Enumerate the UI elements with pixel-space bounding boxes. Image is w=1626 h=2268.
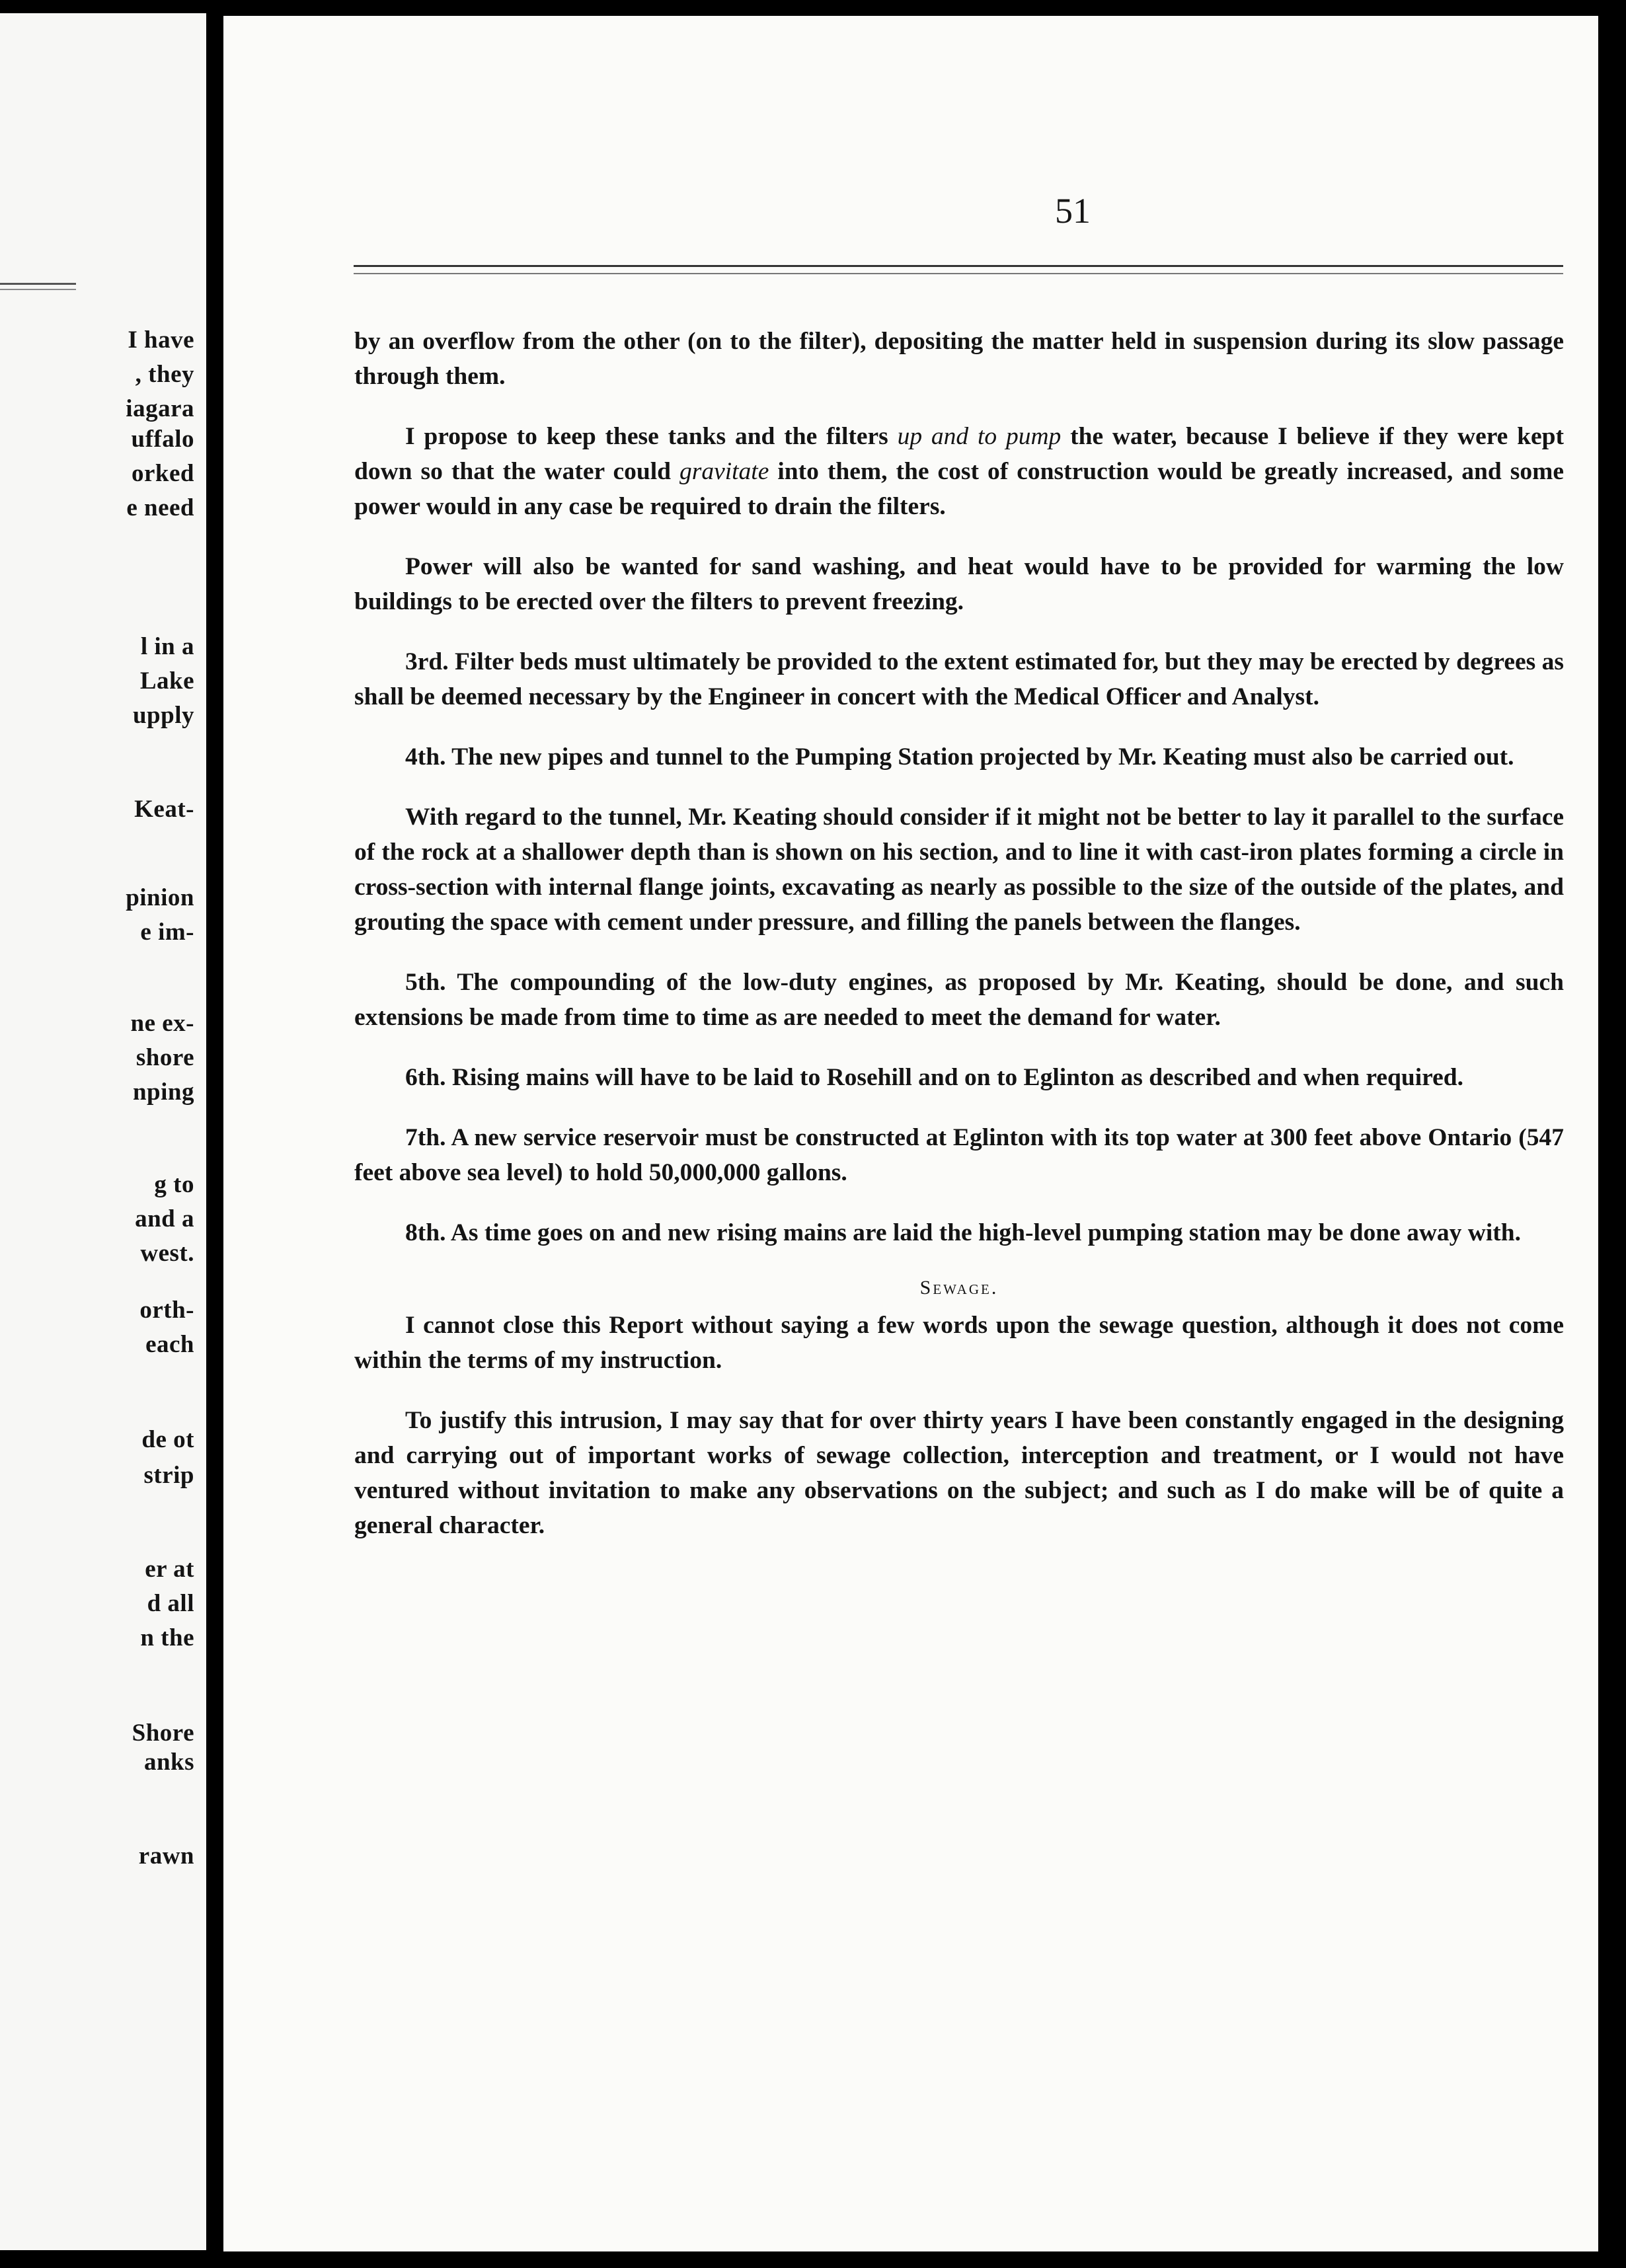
- paragraph: 4th. The new pipes and tunnel to the Pumping Station projected by Mr. Keating must also be carried out.: [405, 743, 1514, 771]
- facing-page-line: er at: [145, 1556, 194, 1583]
- section-heading: Sewage.: [919, 1277, 999, 1299]
- facing-page-line: west.: [140, 1240, 194, 1267]
- paragraph: 6th. Rising mains will have to be laid to Rosehill and on to Eglinton as described and when required.: [405, 1064, 1463, 1091]
- paragraph: 7th. A new service reservoir must be constructed at Eglinton with its top water at 300 feet above Ontario (547 feet above sea level) to hold 50,000,000 gallons.: [354, 1124, 1564, 1186]
- italic-phrase: gravitate: [679, 458, 769, 485]
- facing-page-line: orth-: [139, 1297, 194, 1324]
- facing-page-line: e need: [126, 494, 194, 521]
- facing-page-line: Keat-: [134, 796, 194, 823]
- paragraph: 8th. As time goes on and new rising mains are laid the high-level pumping station may be done away with.: [405, 1219, 1522, 1246]
- facing-page-line: d all: [147, 1590, 194, 1617]
- facing-page-line: de ot: [141, 1426, 194, 1453]
- body-text: [354, 324, 1564, 1568]
- italic-phrase: up and to pump: [897, 423, 1062, 450]
- paragraph: To justify this intrusion, I may say that for over thirty years I have been constantly engaged in the designing and carrying out of important works of sewage collection, interception and treatment, or I would not have ventured without invitation to make any observations on the subject; and such as I do make will be of quite a general character.: [354, 1407, 1564, 1539]
- paragraph-text: the water, because I believe if they were kept down so that the water could: [354, 423, 1564, 485]
- page-number: 51: [1055, 191, 1091, 231]
- paragraph: by an overflow from the other (on to the filter), depositing the matter held in suspension during its slow passage through them.: [354, 328, 1564, 390]
- facing-page-rule: [0, 283, 76, 285]
- paragraph-text: into them, the cost of construction would be greatly increased, and some power would in any case be required to drain the filters.: [354, 458, 1564, 520]
- facing-page-line: strip: [143, 1462, 194, 1489]
- facing-page-line: l in a: [140, 633, 194, 660]
- facing-page-line: I have: [128, 326, 194, 354]
- facing-page-line: iagara: [126, 395, 194, 422]
- header-rule: [354, 265, 1563, 267]
- paragraph: With regard to the tunnel, Mr. Keating should consider if it might not be better to lay it parallel to the surface of the rock at a shallower depth than is shown on his section, and to line it with cast-iron plates forming a circle in cross-section with internal flange joints, excavating as nearly as possible to the size of the outside of the plates, and grouting the space with cement under pressure, and filling the panels between the flanges.: [354, 804, 1564, 936]
- paragraph: I cannot close this Report without saying a few words upon the sewage question, although it does not come within the terms of my instruction.: [354, 1312, 1564, 1374]
- scan-border-right: [1598, 0, 1626, 2268]
- facing-page-line: each: [145, 1331, 194, 1358]
- facing-page-line: , they: [135, 361, 194, 388]
- facing-page-line: pinion: [126, 884, 194, 911]
- facing-page-line: ne ex-: [130, 1010, 194, 1037]
- facing-page-line: e im-: [140, 919, 194, 946]
- header-rule-lower: [354, 273, 1563, 274]
- scan-border-top: [223, 0, 1017, 16]
- facing-page-line: nping: [132, 1078, 194, 1106]
- facing-page-rule-lower: [0, 289, 76, 290]
- facing-page-line: and a: [135, 1205, 194, 1232]
- facing-page-line: Shore: [132, 1720, 194, 1747]
- facing-page-line: upply: [132, 702, 194, 729]
- paragraph: 5th. The compounding of the low-duty engines, as proposed by Mr. Keating, should be done, and such extensions be made from time to time as are needed to meet the demand for water.: [354, 969, 1564, 1031]
- paragraph-text: I propose to keep these tanks and the filters: [405, 423, 898, 450]
- facing-page-line: orked: [132, 460, 194, 487]
- facing-page-line: Lake: [139, 667, 194, 695]
- facing-page-line: rawn: [138, 1842, 194, 1870]
- facing-page-line: shore: [136, 1044, 194, 1071]
- facing-page: [0, 13, 206, 2250]
- paragraph: [354, 419, 1564, 524]
- book-gutter: [206, 0, 223, 2268]
- facing-page-line: uffalo: [131, 426, 194, 453]
- facing-page-line: n the: [140, 1624, 194, 1651]
- document-page: [223, 16, 1598, 2251]
- facing-page-line: g to: [154, 1171, 194, 1198]
- paragraph: Power will also be wanted for sand washing, and heat would have to be provided for warming the low buildings to be erected over the filters to prevent freezing.: [354, 553, 1564, 615]
- facing-page-line: anks: [143, 1749, 194, 1776]
- paragraph: 3rd. Filter beds must ultimately be provided to the extent estimated for, but they may be erected by degrees as shall be deemed necessary by the Engineer in concert with the Medical Officer and Analyst.: [354, 648, 1564, 710]
